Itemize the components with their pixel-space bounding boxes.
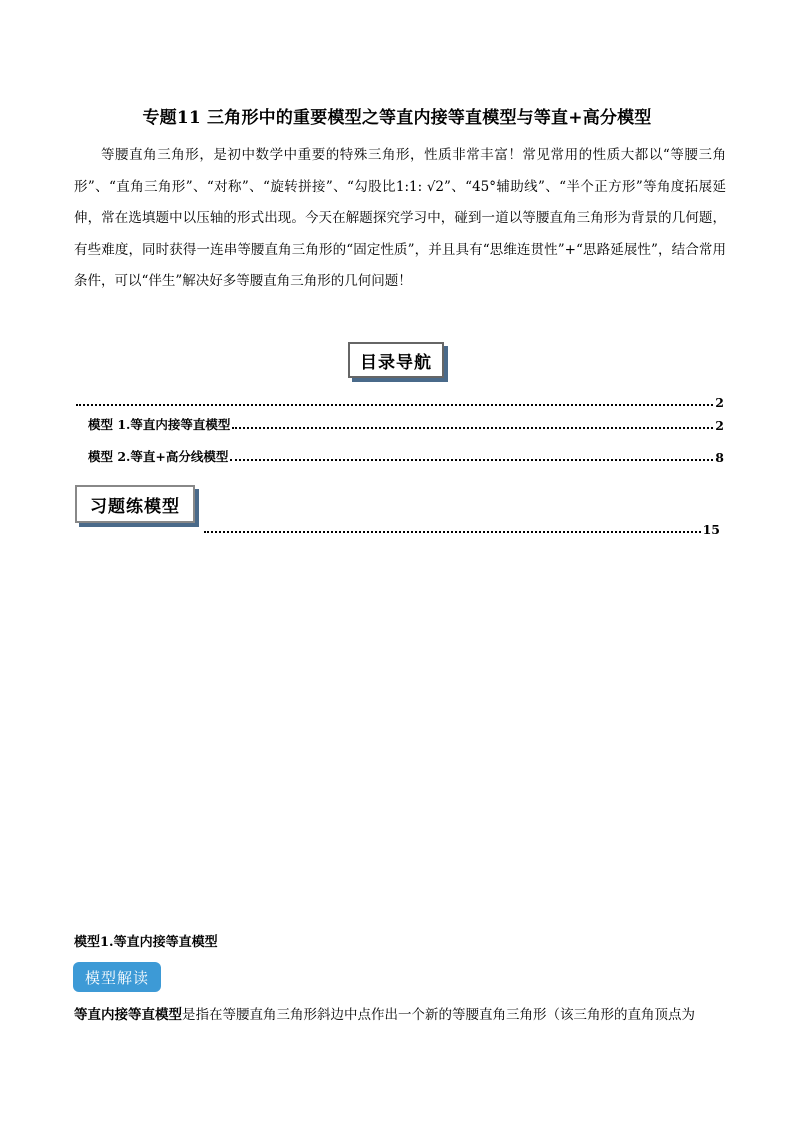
toc-leader-dots (76, 404, 713, 406)
toc-page-number: 2 (715, 418, 724, 433)
body-paragraph (74, 1003, 734, 1023)
toc-entry-overview[interactable] (74, 392, 724, 410)
toc-page-number: 2 (715, 395, 724, 410)
body-term: 等直内接等直模型 (74, 1007, 182, 1023)
practice-heading: 习题练模型 (90, 496, 180, 517)
toc-leader-dots (232, 427, 713, 429)
toc-heading: 目录导航 (360, 352, 432, 373)
body-text-rest: 是指在等腰直角三角形斜边中点作出一个新的等腰直角三角形（该三角形的直角顶点为 (182, 1007, 695, 1023)
toc-page-number: 8 (715, 450, 724, 465)
toc-entry-practice[interactable] (204, 519, 720, 537)
toc-leader-dots (230, 459, 713, 461)
toc-leader-dots (204, 531, 701, 533)
document-title: 专题11 三角形中的重要模型之等直内接等直模型与等直+高分模型 (142, 108, 652, 128)
practice-heading-box (75, 485, 195, 523)
toc-heading-box (348, 342, 444, 378)
section-heading: 模型1.等直内接等直模型 (74, 935, 218, 950)
badge-label: 模型解读 (84, 968, 149, 987)
toc-entry-model-1[interactable] (88, 415, 724, 433)
toc-entry-label: 模型 2.等直+高分线模型 (88, 449, 229, 464)
intro-paragraph: 等腰直角三角形，是初中数学中重要的特殊三角形，性质非常丰富！常见常用的性质大都以“等腰三角形”、“直角三角形”、“对称”、“旋转拼接”、“勾股比1:1: √2”、“45°辅助线”、“半个正方形”等角度拓展延伸，常在选填题中以压轴的形式出现。今天在解题探究学习中，碰到一道以等腰直角三角形为背景的几何题，有些难度，同时获得一连串等腰直角三角形的“固定性质”，并且具有“思维连贯性”+“思路延展性”，结合常用条件，可以“伴生”解决好多等腰直角三角形的几何问题！ (74, 147, 726, 289)
model-reading-badge (73, 962, 161, 992)
toc-entry-model-2[interactable] (88, 447, 724, 465)
toc-entry-label: 模型 1.等直内接等直模型 (88, 417, 231, 432)
toc-page-number: 15 (702, 522, 720, 537)
